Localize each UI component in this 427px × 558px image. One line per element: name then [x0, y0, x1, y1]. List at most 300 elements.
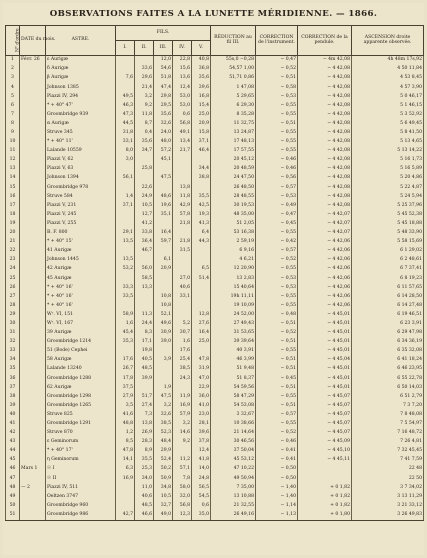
row-wire-4: 57,1: [173, 465, 192, 474]
row-number: 41: [6, 420, 20, 429]
row-wire-4: 56,8: [173, 502, 192, 511]
table-row: [6, 56, 424, 66]
row-reduction: 3 32,67: [211, 411, 256, 420]
row-wire-4: 58,0: [173, 483, 192, 492]
row-wire-2: 12,7: [135, 211, 154, 220]
row-instrument-correction: − 0,41: [256, 456, 298, 465]
row-star: ε Geminorum: [46, 438, 116, 447]
row-wire-3: 29,9: [154, 447, 173, 456]
row-date: [20, 138, 46, 147]
row-date: [20, 447, 46, 456]
row-wire-5: 31,9: [192, 365, 211, 374]
row-wire-5: 38,8: [192, 174, 211, 183]
row-wire-3: [154, 183, 173, 192]
row-date: [20, 456, 46, 465]
row-right-ascension: 5 8 41,50: [352, 129, 424, 138]
row-wire-2: 3,2: [135, 92, 154, 101]
row-wire-2: 13,8: [135, 420, 154, 429]
col-header-wires: FILS.: [116, 26, 211, 41]
row-wire-1: 13,5: [116, 238, 135, 247]
row-clock-correction: − 4 42,08: [298, 192, 352, 201]
table-row: [6, 502, 424, 511]
page-title: OBSERVATIONS FAITES A LA LUNETTE MÉRIDIENNE. — 1866.: [49, 9, 378, 19]
row-wire-2: 24,4: [135, 320, 154, 329]
row-right-ascension: 5 0 46,17: [352, 92, 424, 101]
row-wire-5: 20,9: [192, 120, 211, 129]
row-wire-1: 1,2: [116, 429, 135, 438]
row-instrument-correction: − 0,47: [256, 211, 298, 220]
row-clock-correction: − 4 42,08: [298, 74, 352, 83]
row-wire-5: [192, 247, 211, 256]
observations-body: [6, 56, 424, 521]
row-right-ascension: 5 24 5,94: [352, 192, 424, 201]
row-wire-2: 27,4: [135, 402, 154, 411]
row-clock-correction: − 4 42,08: [298, 183, 352, 192]
row-wire-2: 13,3: [135, 283, 154, 292]
row-date: [20, 493, 46, 502]
table-row: [6, 274, 424, 283]
row-date: [20, 183, 46, 192]
row-reduction: 12 20,90: [211, 265, 256, 274]
row-date: [20, 129, 46, 138]
row-wire-4: 13,8: [173, 183, 192, 192]
row-wire-3: 24,0: [154, 129, 173, 138]
row-wire-2: 9,2: [135, 101, 154, 110]
row-right-ascension: 6 23 3,91: [352, 320, 424, 329]
row-right-ascension: 6 51 2,79: [352, 392, 424, 401]
row-wire-5: 14,0: [192, 465, 211, 474]
row-star: * + 40° 15': [46, 238, 116, 247]
row-clock-correction: − 4 42,08: [298, 156, 352, 165]
table-row: [6, 456, 424, 465]
row-wire-5: 36,8: [192, 65, 211, 74]
row-instrument-correction: − 0,55: [256, 302, 298, 311]
row-right-ascension: 7 41 7,59: [352, 456, 424, 465]
row-wire-1: [116, 65, 135, 74]
row-star: Groombridge 1291: [46, 420, 116, 429]
row-instrument-correction: − 1,14: [256, 502, 298, 511]
row-number: 26: [6, 283, 20, 292]
row-right-ascension: 5 13 4,65: [352, 138, 424, 147]
row-right-ascension: 6 2 48,61: [352, 256, 424, 265]
row-wire-5: 25,0: [192, 338, 211, 347]
table-row: [6, 174, 424, 183]
row-wire-4: 13,6: [173, 74, 192, 83]
row-wire-1: [116, 220, 135, 229]
row-clock-correction: − 4 42,06: [298, 247, 352, 256]
row-wire-5: 37,1: [192, 138, 211, 147]
row-wire-5: 41,0: [192, 402, 211, 411]
row-number: 35: [6, 365, 20, 374]
row-reduction: 21 14,64: [211, 429, 256, 438]
row-number: 8: [6, 120, 20, 129]
row-wire-1: 42,7: [116, 511, 135, 521]
row-wire-5: [192, 156, 211, 165]
row-reduction: 13 10,88: [211, 493, 256, 502]
row-star: ε Aurigæ: [46, 56, 116, 66]
row-clock-correction: − 4 42,06: [298, 274, 352, 283]
row-reduction: 15 40,64: [211, 283, 256, 292]
row-number: 13: [6, 165, 20, 174]
row-right-ascension: 5 13 14,22: [352, 147, 424, 156]
row-wire-3: [154, 374, 173, 383]
row-wire-5: 39,6: [192, 83, 211, 92]
row-number: 15: [6, 183, 20, 192]
row-instrument-correction: − 1,40: [256, 493, 298, 502]
table-row: [6, 447, 424, 456]
row-reduction: 17 48,13: [211, 138, 256, 147]
row-star: Groombridge 960: [46, 502, 116, 511]
row-wire-5: 40,8: [192, 56, 211, 66]
row-date: [20, 365, 46, 374]
row-star: 42 Aurigæ: [46, 265, 116, 274]
row-date: [20, 311, 46, 320]
row-instrument-correction: − 0,56: [256, 174, 298, 183]
row-reduction: 30 46,56: [211, 438, 256, 447]
col-header-right-ascension: ASCENSION droite apparente observée.: [352, 26, 424, 56]
row-wire-1: [116, 211, 135, 220]
row-wire-4: 5,2: [173, 320, 192, 329]
table-row: [6, 138, 424, 147]
row-number: 51: [6, 511, 20, 521]
row-star: Groombridge 939: [46, 111, 116, 120]
row-wire-3: 1,9: [154, 383, 173, 392]
row-right-ascension: 4 50 11,84: [352, 65, 424, 74]
row-wire-1: [116, 502, 135, 511]
row-clock-correction: − 4 45,04: [298, 356, 352, 365]
row-star: δ Aurigæ: [46, 65, 116, 74]
row-reduction: 51 9,48: [211, 365, 256, 374]
row-instrument-correction: − 0,55: [256, 420, 298, 429]
row-wire-1: 17,6: [116, 356, 135, 365]
row-wire-1: 58,9: [116, 311, 135, 320]
row-wire-5: 27,6: [192, 320, 211, 329]
row-instrument-correction: − 0,51: [256, 320, 298, 329]
row-wire-1: 49,5: [116, 92, 135, 101]
row-wire-5: 35,5: [192, 192, 211, 201]
row-wire-3: [154, 347, 173, 356]
row-star: * + 40° 16': [46, 292, 116, 301]
row-star: Johnson 1385: [46, 83, 116, 92]
row-wire-1: [116, 274, 135, 283]
row-clock-correction: [298, 465, 352, 474]
table-row: [6, 356, 424, 365]
row-number: 9: [6, 129, 20, 138]
row-wire-4: [173, 174, 192, 183]
row-instrument-correction: − 0,52: [256, 429, 298, 438]
row-star: Wʳ. VI, 167: [46, 320, 116, 329]
row-reduction: 58 47,29: [211, 392, 256, 401]
row-wire-5: 34,4: [192, 165, 211, 174]
row-clock-correction: − 4 45,10: [298, 447, 352, 456]
row-right-ascension: 5 25 37,96: [352, 202, 424, 211]
row-number: 32: [6, 338, 20, 347]
row-wire-3: 19,6: [154, 202, 173, 211]
row-wire-1: 41,6: [116, 411, 135, 420]
row-wire-5: 6,4: [192, 229, 211, 238]
row-clock-correction: − 4 42,06: [298, 265, 352, 274]
row-wire-2: 56,0: [135, 265, 154, 274]
row-wire-3: 3,2: [154, 402, 173, 411]
row-date: [20, 302, 46, 311]
row-wire-3: 32,6: [154, 120, 173, 129]
row-wire-2: 24,9: [135, 192, 154, 201]
row-wire-1: [116, 483, 135, 492]
row-wire-4: 53,0: [173, 92, 192, 101]
col-header-wire-3: III.: [154, 41, 173, 56]
row-wire-4: 25,4: [173, 356, 192, 365]
row-wire-5: 0,6: [192, 502, 211, 511]
row-right-ascension: 5 3 52,92: [352, 111, 424, 120]
row-wire-3: 52,4: [154, 456, 173, 465]
row-wire-5: 23,0: [192, 411, 211, 420]
table-row: [6, 311, 424, 320]
row-wire-5: 35,0: [192, 511, 211, 521]
row-wire-4: 21,7: [173, 147, 192, 156]
row-instrument-correction: − 0,46: [256, 165, 298, 174]
table-row: [6, 320, 424, 329]
row-wire-5: [192, 183, 211, 192]
row-instrument-correction: − 0,55: [256, 229, 298, 238]
row-right-ascension: 7 5 54,97: [352, 420, 424, 429]
row-star: Piazzi V, 245: [46, 211, 116, 220]
row-wire-3: 51,8: [154, 74, 173, 83]
row-wire-4: 53,0: [173, 101, 192, 110]
row-wire-3: 49,0: [154, 511, 173, 521]
row-number: 37: [6, 383, 20, 392]
row-star: * + 40° 11': [46, 138, 116, 147]
row-star: Piazzi V, 63: [46, 165, 116, 174]
row-reduction: 10 38,66: [211, 420, 256, 429]
row-reduction: 17 57,55: [211, 147, 256, 156]
row-number: 46: [6, 465, 20, 474]
row-wire-3: 48,4: [154, 438, 173, 447]
row-number: 23: [6, 256, 20, 265]
row-wire-1: [116, 56, 135, 66]
table-row: [6, 283, 424, 292]
row-number: 34: [6, 356, 20, 365]
table-row: [6, 183, 424, 192]
row-wire-4: 17,6: [173, 347, 192, 356]
row-number: 19: [6, 220, 20, 229]
row-wire-3: [154, 220, 173, 229]
row-wire-4: [173, 311, 192, 320]
row-star: * + 40° 47': [46, 101, 116, 110]
row-date: [20, 83, 46, 92]
row-number: 17: [6, 202, 20, 211]
row-date: [20, 156, 46, 165]
row-wire-3: 52,3: [154, 429, 173, 438]
col-header-date: DATE du mois.: [20, 26, 46, 56]
row-right-ascension: 6 46 23,95: [352, 365, 424, 374]
row-wire-5: 46,4: [192, 147, 211, 156]
row-reduction: 54 59,56: [211, 383, 256, 392]
row-wire-4: 11,9: [173, 392, 192, 401]
row-instrument-correction: − 0,55: [256, 101, 298, 110]
table-row: [6, 111, 424, 120]
table-row: [6, 211, 424, 220]
row-reduction: 21 32,55: [211, 502, 256, 511]
row-clock-correction: − 4 45,01: [298, 329, 352, 338]
row-instrument-correction: − 0,45: [256, 220, 298, 229]
row-instrument-correction: − 0,52: [256, 329, 298, 338]
row-reduction: 13 2,83: [211, 274, 256, 283]
row-date: [20, 420, 46, 429]
row-instrument-correction: − 0,51: [256, 120, 298, 129]
row-date: [20, 374, 46, 383]
row-right-ascension: 4 53 8,45: [352, 74, 424, 83]
row-number: 33: [6, 347, 20, 356]
row-wire-2: 46,7: [135, 247, 154, 256]
row-wire-5: 28,1: [192, 420, 211, 429]
row-wire-3: 35,1: [154, 211, 173, 220]
row-wire-2: 34,7: [135, 147, 154, 156]
row-clock-correction: − 4 42,08: [298, 165, 352, 174]
row-right-ascension: 3 21 33,12: [352, 502, 424, 511]
row-right-ascension: 6 41 18,24: [352, 356, 424, 365]
row-wire-3: 3,9: [154, 356, 173, 365]
table-row: [6, 483, 424, 492]
table-row: [6, 438, 424, 447]
row-wire-1: 53,2: [116, 265, 135, 274]
row-wire-5: 25,0: [192, 111, 211, 120]
row-wire-3: [154, 165, 173, 174]
row-date: [20, 356, 46, 365]
row-wire-3: 10,8: [154, 292, 173, 301]
row-star: * + 40° 17': [46, 447, 116, 456]
row-reduction: 13 24,87: [211, 129, 256, 138]
row-instrument-correction: − 0,57: [256, 411, 298, 420]
table-row: [6, 493, 424, 502]
row-wire-1: 1,4: [116, 192, 135, 201]
row-reduction: 30 19,53: [211, 202, 256, 211]
row-wire-2: 48,5: [135, 365, 154, 374]
row-instrument-correction: − 0,52: [256, 65, 298, 74]
row-right-ascension: 6 14 27,48: [352, 302, 424, 311]
row-wire-1: 37,1: [116, 202, 135, 211]
row-wire-1: [116, 347, 135, 356]
row-wire-3: 12,0: [154, 56, 173, 66]
table-row: [6, 347, 424, 356]
row-clock-correction: − 4 42,08: [298, 138, 352, 147]
row-clock-correction: − 4 45,01: [298, 320, 352, 329]
row-right-ascension: 5 6 49,45: [352, 120, 424, 129]
row-number: 4: [6, 83, 20, 92]
row-reduction: 2 59,19: [211, 238, 256, 247]
col-header-wire-2: II.: [135, 41, 154, 56]
row-wire-3: 49,6: [154, 320, 173, 329]
row-clock-correction: − 4 42,08: [298, 120, 352, 129]
row-wire-5: [192, 347, 211, 356]
row-clock-correction: + 0 1,82: [298, 493, 352, 502]
row-wire-2: 48,5: [135, 502, 154, 511]
row-instrument-correction: − 0,47: [256, 56, 298, 66]
row-reduction: 26 48,50: [211, 183, 256, 192]
row-wire-2: 41,2: [135, 220, 154, 229]
row-wire-2: 0,4: [135, 129, 154, 138]
col-header-reduction: RÉDUCTION au fil III.: [211, 26, 256, 56]
row-wire-3: [154, 274, 173, 283]
row-wire-5: 6,5: [192, 265, 211, 274]
row-star: * + 40° 16': [46, 283, 116, 292]
row-wire-1: 29,1: [116, 229, 135, 238]
row-reduction: 47 10,22: [211, 465, 256, 474]
row-wire-5: 16,8: [192, 92, 211, 101]
row-star: Piazzi V, 231: [46, 202, 116, 211]
row-wire-5: [192, 292, 211, 301]
table-row: [6, 120, 424, 129]
row-date: [20, 438, 46, 447]
row-wire-2: 39,9: [135, 374, 154, 383]
row-right-ascension: 5 58 15,69: [352, 238, 424, 247]
row-wire-3: 47,5: [154, 392, 173, 401]
row-reduction: 19 10,09: [211, 302, 256, 311]
row-reduction: 19h 11,11: [211, 292, 256, 301]
row-reduction: 37 50,04: [211, 447, 256, 456]
table-row: [6, 247, 424, 256]
row-clock-correction: − 4 42,07: [298, 211, 352, 220]
row-instrument-correction: − 0,49: [256, 202, 298, 211]
table-row: [6, 465, 424, 474]
row-reduction: 31 53,65: [211, 329, 256, 338]
row-wire-3: 48,6: [154, 192, 173, 201]
row-wire-5: 24,8: [192, 474, 211, 483]
row-right-ascension: 7 3 7,20: [352, 402, 424, 411]
row-wire-5: 42,5: [192, 202, 211, 211]
row-wire-2: 8,7: [135, 120, 154, 129]
col-header-star: ASTRE.: [46, 26, 116, 56]
row-wire-2: 21,4: [135, 83, 154, 92]
row-instrument-correction: − 0,51: [256, 402, 298, 411]
row-reduction: 49 50,94: [211, 474, 256, 483]
row-star: α Aurigæ: [46, 120, 116, 129]
row-wire-5: 39,6: [192, 429, 211, 438]
row-reduction: 24 52,00: [211, 311, 256, 320]
row-date: [20, 202, 46, 211]
row-wire-2: [135, 56, 154, 66]
row-wire-1: 45,4: [116, 329, 135, 338]
table-row: [6, 374, 424, 383]
row-instrument-correction: − 1,40: [256, 483, 298, 492]
row-right-ascension: 3 26 49,83: [352, 511, 424, 521]
row-right-ascension: 6 8 19,23: [352, 274, 424, 283]
row-number: 18: [6, 211, 20, 220]
row-number: 38: [6, 392, 20, 401]
table-row: [6, 429, 424, 438]
row-star: Struve 825: [46, 411, 116, 420]
row-star: Struve 584: [46, 192, 116, 201]
row-wire-2: 25,3: [135, 465, 154, 474]
table-row: [6, 392, 424, 401]
row-right-ascension: 6 11 57,65: [352, 283, 424, 292]
row-clock-correction: − 4 45,01: [298, 365, 352, 374]
row-number: 27: [6, 292, 20, 301]
row-number: 43: [6, 438, 20, 447]
table-row: [6, 220, 424, 229]
row-instrument-correction: − 0,53: [256, 92, 298, 101]
row-wire-5: 16,4: [192, 329, 211, 338]
row-right-ascension: 7 26 4,81: [352, 438, 424, 447]
row-right-ascension: 5 22 4,87: [352, 183, 424, 192]
row-clock-correction: − 4 42,08: [298, 92, 352, 101]
row-wire-1: 7,6: [116, 74, 135, 83]
row-star: Struve 870: [46, 429, 116, 438]
row-date: [20, 292, 46, 301]
row-wire-1: 31,8: [116, 129, 135, 138]
row-number: 7: [6, 111, 20, 120]
row-clock-correction: − 4 42,06: [298, 283, 352, 292]
row-star: Groombridge 1298: [46, 392, 116, 401]
